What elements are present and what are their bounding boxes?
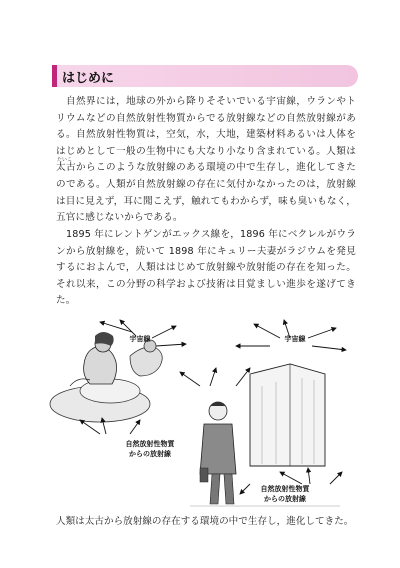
label-natural-left-1: 自然放射性物質 (125, 440, 175, 448)
label-cosmic-right: 宇宙線 (284, 335, 306, 343)
ruby-taiko: たいこ (57, 157, 73, 163)
radiation-environment-illustration (40, 316, 360, 512)
section-heading: はじめに (62, 71, 115, 86)
primitive-humans-figure (50, 332, 162, 422)
building-figure (250, 364, 325, 466)
section-heading-accent (52, 65, 57, 87)
label-natural-right-2: からの放射線 (264, 495, 306, 503)
businessman-figure (200, 402, 236, 504)
label-natural-left-2: からの放射線 (129, 450, 171, 458)
paragraph-history: 1895 年にレントゲンがエックス線を，1896 年にベクレルがウランから放射線を，続いて 1898 年にキュリー夫妻がラジウムを発見するにおよんで，人類ははじめて放射線や放射能の存在を知った。それ以来，この分野の科学および技術は目覚ましい進歩を遂げてきた。 (56, 229, 356, 307)
paragraph-intro: 自然界には，地球の外から降りそそいでいる宇宙線，ウランやトリウムなどの自然放射性物質からでる放射線などの自然放射線がある。自然放射性物質は，空気，水，大地，建築材料あるいは人体をはじめとして一般の生物中にも大なり小なり含まれている。人類は太古からこのような放射線のある環境の中で生存し，進化してきたのである。人類が自然放射線の存在に気付かなかったのは，放射線は目に見えず，耳に聞こえず，触れてもわからず，味も臭いもなく，五官に感じないからである。 (56, 96, 356, 224)
label-cosmic-left: 宇宙線 (129, 335, 151, 343)
figure-caption: 人類は太古から放射線の存在する環境の中で生存し，進化してきた。 (56, 516, 354, 527)
label-natural-right-1: 自然放射性物質 (260, 485, 310, 493)
